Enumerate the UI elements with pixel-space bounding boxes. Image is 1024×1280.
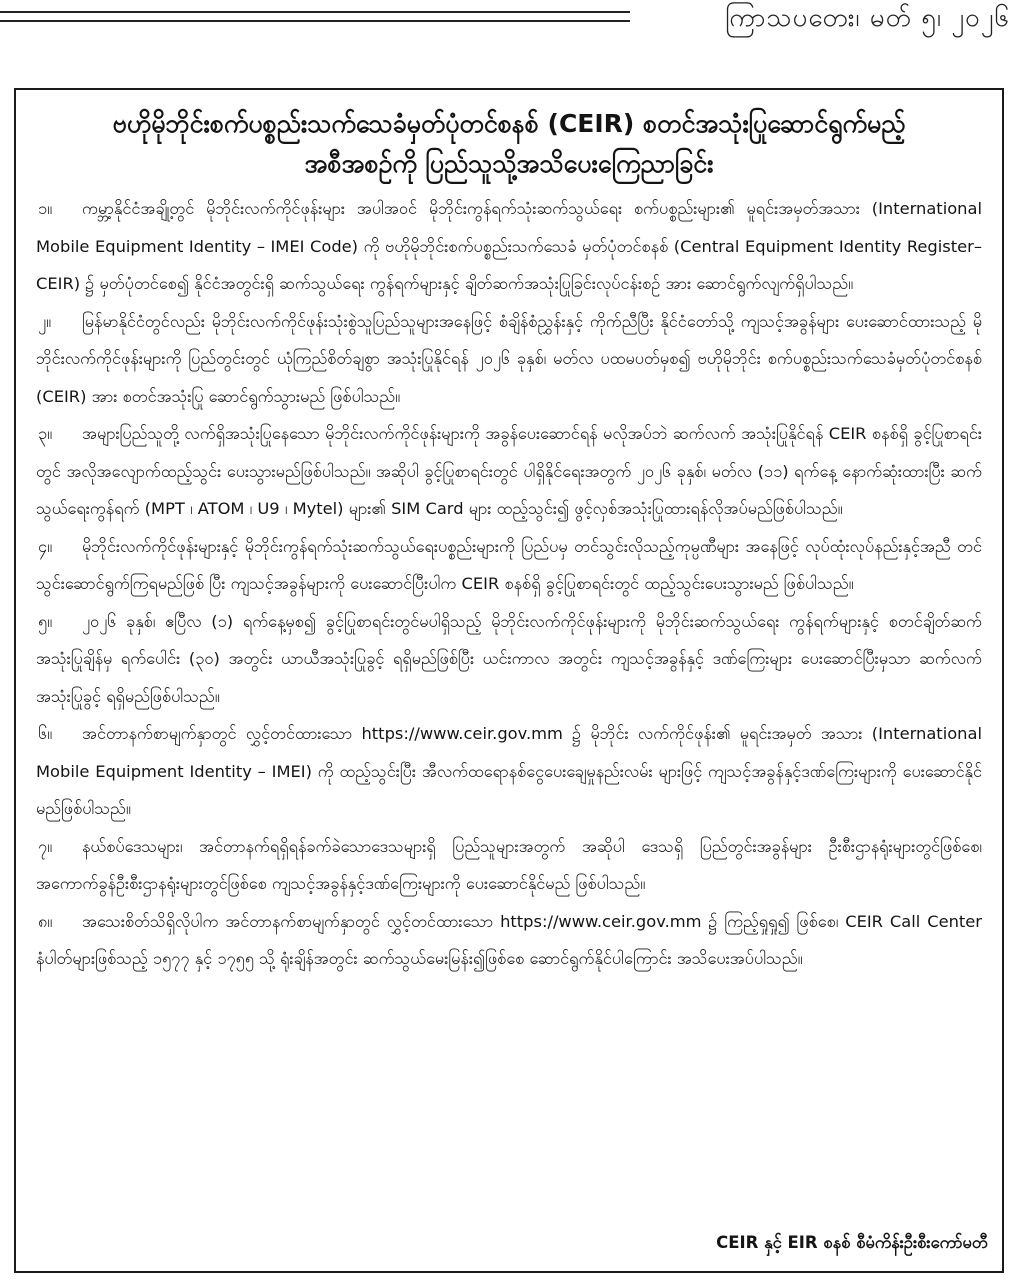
paragraph-5 [36, 603, 982, 716]
paragraph-number: ၄။ [38, 536, 53, 556]
notice-title-line-1: ဗဟိုမိုဘိုင်းစက်ပစ္စည်းသက်သေခံမှတ်ပုံတင်စနစ် (CEIR) စတင်အသုံးပြုဆောင်ရွက်မည့် [112, 109, 906, 138]
paragraph-7 [36, 828, 982, 903]
page-date-header: ကြာသပတေး၊ မတ် ၅၊ ၂၀၂၆ [724, 3, 1010, 33]
signature-committee: CEIR နှင့် EIR စနစ် စီမံကိန်းဦးစီးကော်မတီ [716, 1233, 988, 1252]
announcement-box [14, 88, 1004, 1273]
paragraph-number: ၅။ [38, 611, 53, 631]
paragraph-3 [36, 415, 982, 528]
paragraph-text: မြန်မာနိုင်ငံတွင်လည်း မိုဘိုင်းလက်ကိုင်ဖုန်းသုံးစွဲသူပြည်သူများအနေဖြင့် စံချိန်စံညွှန်းနှင့် ကိုက်ညီပြီး နိုင်ငံတော်သို့ ကျသင့်အခွန်များ ပေးဆောင်ထားသည့် မိုဘိုင်းလက်ကိုင်ဖုန်းများကို ပြည်တွင်းတွင် ယုံကြည်စိတ်ချစွာ အသုံးပြုနိုင်ရန် ၂၀၂၆ ခုနှစ်၊ မတ်လ ပထမပတ်မှစ၍ ဗဟိုမိုဘိုင်း စက်ပစ္စည်းသက်သေခံမှတ်ပုံတင်စနစ် (CEIR) အား စတင်အသုံးပြု ဆောင်ရွက်သွားမည် ဖြစ်ပါသည်။ [36, 311, 982, 406]
header-rule-top [0, 11, 630, 13]
paragraph-4 [36, 528, 982, 603]
notice-title-line-2: အစီအစဉ်ကို ပြည်သူသို့အသိပေးကြေညာခြင်း [304, 149, 714, 178]
paragraph-text: နယ်စပ်ဒေသများ၊ အင်တာနက်ရရှိရန်ခက်ခဲသောဒေသများရှိ ပြည်သူများအတွက် အဆိုပါ ဒေသရှိ ပြည်တွင်းအခွန်များ ဦးစီးဌာနရုံးများတွင်ဖြစ်စေ၊ အကောက်ခွန်ဦးစီးဌာနရုံးများတွင်ဖြစ်စေ ကျသင့်အခွန်နှင့်ဒဏ်ကြေးများကို ပေးဆောင်နိုင်မည် ဖြစ်ပါသည်။ [36, 836, 982, 893]
paragraph-text: အသေးစိတ်သိရှိလိုပါက အင်တာနက်စာမျက်နှာတွင် လွှင့်တင်ထားသော https://www.ceir.gov.mm ၌ ကြည့်ရှုရှု၍ ဖြစ်စေ၊ CEIR Call Center နံပါတ်များဖြစ်သည့် ၁၅၇၇ နှင့် ၁၇၅၅ သို့ ရုံးချိန်အတွင်း ဆက်သွယ်မေးမြန်း၍ဖြစ်စေ ဆောင်ရွက်နိုင်ပါကြောင်း အသိပေးအပ်ပါသည်။ [36, 911, 982, 968]
paragraph-8 [36, 903, 982, 978]
paragraph-number: ၆။ [38, 724, 53, 743]
paragraph-number: ၈။ [38, 911, 53, 931]
notice-title [36, 104, 982, 184]
paragraph-number: ၃။ [38, 424, 53, 443]
paragraph-text: ကမ္ဘာ့နိုင်ငံအချို့တွင် မိုဘိုင်းလက်ကိုင်ဖုန်းများ အပါအဝင် မိုဘိုင်းကွန်ရက်သုံးဆက်သွယ်ရေး စက်ပစ္စည်းများ၏ မူရင်းအမှတ်အသား (International Mobile Equipment Identity – IMEI Code) ကို ဗဟိုမိုဘိုင်းစက်ပစ္စည်းသက်သေခံ မှတ်ပုံတင်စနစ် (Central Equipment Identity Register– CEIR) ၌ မှတ်ပုံတင်စေ၍ နိုင်ငံအတွင်းရှိ ဆက်သွယ်ရေး ကွန်ရက်များနှင့် ချိတ်ဆက်အသုံးပြုခြင်းလုပ်ငန်းစဉ် အား ဆောင်ရွက်လျက်ရှိပါသည်။ [36, 199, 982, 293]
paragraph-2 [36, 303, 982, 416]
paragraph-text: အများပြည်သူတို့ လက်ရှိအသုံးပြုနေသော မိုဘိုင်းလက်ကိုင်ဖုန်းများကို အခွန်ပေးဆောင်ရန် မလိုအပ်ဘဲ ဆက်လက် အသုံးပြုနိုင်ရန် CEIR စနစ်ရှိ ခွင့်ပြုစာရင်းတွင် အလိုအလျောက်ထည့်သွင်း ပေးသွားမည်ဖြစ်ပါသည်။ အဆိုပါ ခွင့်ပြုစာရင်းတွင် ပါရှိနိုင်ရေးအတွက် ၂၀၂၆ ခုနှစ်၊ မတ်လ (၁၁) ရက်နေ့ နောက်ဆုံးထားပြီး ဆက်သွယ်ရေးကွန်ရက် (MPT ၊ ATOM ၊ U9 ၊ Mytel) များ၏ SIM Card များ ထည့်သွင်း၍ ဖွင့်လှစ်အသုံးပြုထားရန်လိုအပ်မည်ဖြစ်ပါသည်။ [36, 424, 982, 518]
paragraph-text: မိုဘိုင်းလက်ကိုင်ဖုန်းများနှင့် မိုဘိုင်းကွန်ရက်သုံးဆက်သွယ်ရေးပစ္စည်းများကို ပြည်ပမှ တင်သွင်းလိုသည့်ကုမ္ပဏီများ အနေဖြင့် လုပ်ထုံးလုပ်နည်းနှင့်အညီ တင်သွင်းဆောင်ရွက်ကြရမည်ဖြစ် ပြီး ကျသင့်အခွန်များကို ပေးဆောင်ပြီးပါက CEIR စနစ်ရှိ ခွင့်ပြုစာရင်းတွင် ထည့်သွင်းပေးသွားမည် ဖြစ်ပါသည်။ [36, 536, 982, 593]
paragraph-number: ၇။ [38, 836, 53, 856]
paragraph-number: ၁။ [38, 199, 53, 218]
paragraph-text: အင်တာနက်စာမျက်နှာတွင် လွှင့်တင်ထားသော https://www.ceir.gov.mm ၌ မိုဘိုင်း လက်ကိုင်ဖုန်း၏ မူရင်းအမှတ် အသား (International Mobile Equipment Identity – IMEI) ကို ထည့်သွင်းပြီး အီလက်ထရောနစ်ငွေပေးချေမှုနည်းလမ်း များဖြင့် ကျသင့်အခွန်နှင့်ဒဏ်ကြေးများကို ပေးဆောင်နိုင်မည်ဖြစ်ပါသည်။ [36, 724, 982, 818]
paragraph-text: ၂၀၂၆ ခုနှစ်၊ ဧပြီလ (၁) ရက်နေ့မှစ၍ ခွင့်ပြုစာရင်းတွင်မပါရှိသည့် မိုဘိုင်းလက်ကိုင်ဖုန်းများကို မိုဘိုင်းဆက်သွယ်ရေး ကွန်ရက်များနှင့် စတင်ချိတ်ဆက်အသုံးပြုချိန်မှ ရက်ပေါင်း (၃၀) အတွင်း ယာယီအသုံးပြုခွင့် ရရှိမည်ဖြစ်ပြီး ယင်းကာလ အတွင်း ကျသင့်အခွန်နှင့် ဒဏ်ကြေးများ ပေးဆောင်ပြီးမှသာ ဆက်လက်အသုံးပြုခွင့် ရရှိမည်ဖြစ်ပါသည်။ [36, 611, 982, 706]
paragraph-6 [36, 715, 982, 828]
paragraph-1 [36, 190, 982, 303]
paragraph-number: ၂။ [38, 311, 51, 331]
header-rule-bottom [0, 20, 630, 22]
